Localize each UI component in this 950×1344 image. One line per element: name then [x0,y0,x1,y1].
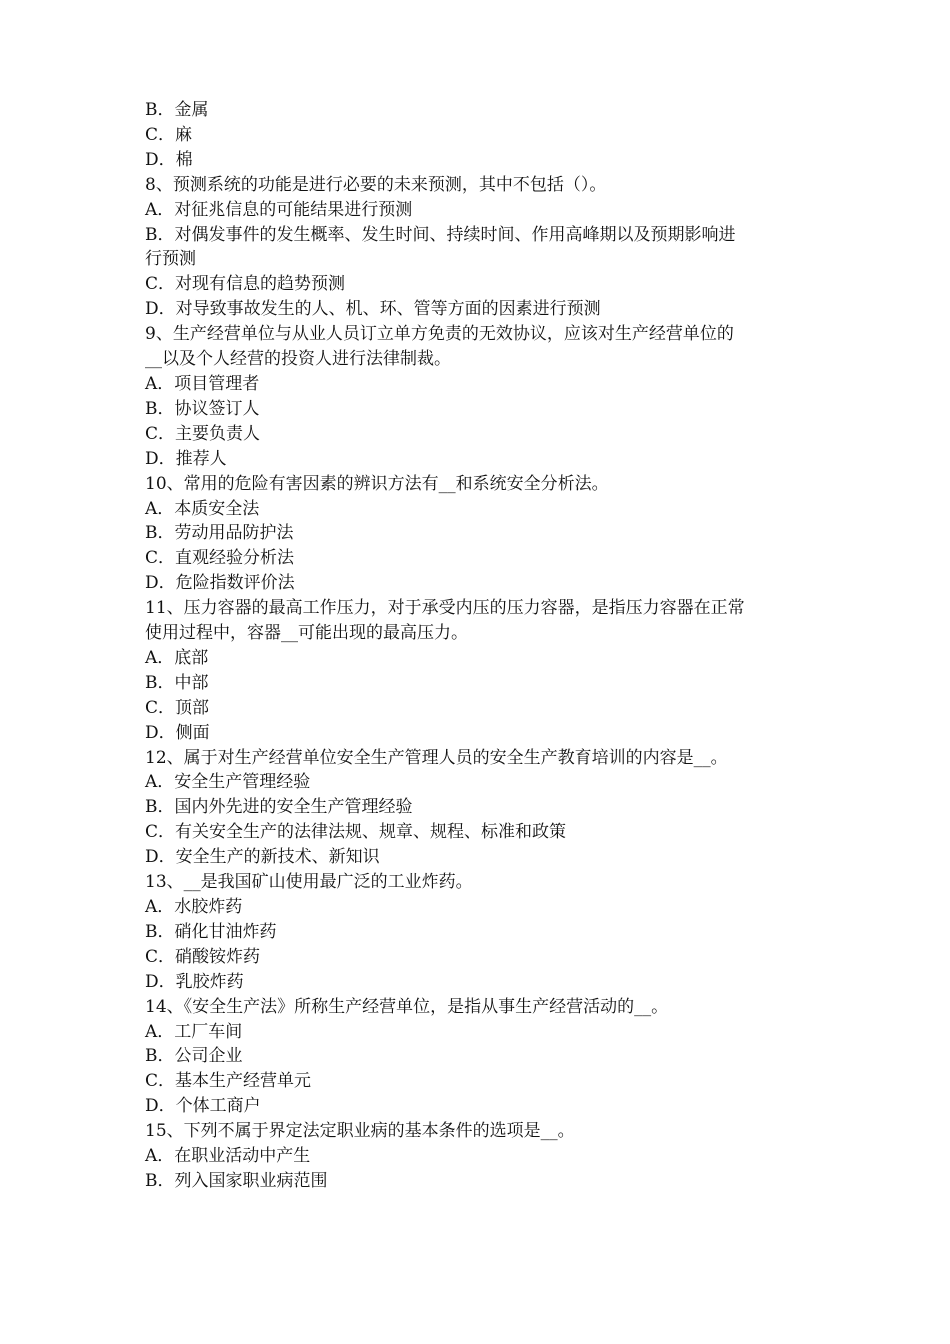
question-line: 14、《安全生产法》所称生产经营单位，是指从事生产经营活动的__。 [145,996,669,1017]
option-line: D．棉 [145,149,193,170]
option-line: D．推荐人 [145,448,227,469]
option-line: B．协议签订人 [145,398,260,419]
question-line-continued: __以及个人经营的投资人进行法律制裁。 [145,349,451,370]
question-line-continued: 使用过程中，容器__可能出现的最高压力。 [145,623,468,644]
question-line: 11、压力容器的最高工作压力，对于承受内压的压力容器，是指压力容器在正常 [145,598,745,619]
option-line: C．对现有信息的趋势预测 [145,274,346,295]
question-line: 9、生产经营单位与从业人员订立单方免责的无效协议，应该对生产经营单位的 [145,324,734,345]
option-line: D．侧面 [145,722,210,743]
question-line: 8、预测系统的功能是进行必要的未来预测，其中不包括（）。 [145,174,607,195]
option-line: D．对导致事故发生的人、机、环、管等方面的因素进行预测 [145,299,601,320]
option-line: C．有关安全生产的法律法规、规章、规程、标准和政策 [145,822,567,843]
option-line: D．个体工商户 [145,1096,261,1117]
option-line: A．水胶炸药 [145,897,243,917]
option-line: C．直观经验分析法 [145,548,295,569]
question-line: 13、__是我国矿山使用最广泛的工业炸药。 [145,872,473,893]
option-line: B．金属 [145,100,209,120]
question-line: 10、常用的危险有害因素的辨识方法有__和系统安全分析法。 [145,473,609,494]
option-line: C．硝酸铵炸药 [145,946,261,967]
option-line: A．对征兆信息的可能结果进行预测 [145,199,413,220]
option-line: A．底部 [145,647,209,668]
option-line: B．劳动用品防护法 [145,523,294,544]
option-line: A．工厂车间 [145,1021,243,1042]
option-line: C．主要负责人 [145,423,261,444]
option-line: A．本质安全法 [145,498,260,519]
option-line: B．列入国家职业病范围 [145,1170,328,1191]
option-line: B．对偶发事件的发生概率、发生时间、持续时间、作用高峰期以及预期影响进 [145,224,736,245]
option-line: A．项目管理者 [145,373,260,394]
option-line: C．麻 [145,124,193,145]
option-line: B．硝化甘油炸药 [145,921,277,942]
document-body [145,98,815,1194]
option-line: D．危险指数评价法 [145,573,295,594]
option-line: A．在职业活动中产生 [145,1146,311,1167]
option-line: B．中部 [145,672,209,693]
question-line: 12、属于对生产经营单位安全生产管理人员的安全生产教育培训的内容是__。 [145,747,728,768]
option-line: B．国内外先进的安全生产管理经验 [145,797,413,818]
option-line: A．安全生产管理经验 [145,772,311,793]
option-line: B．公司企业 [145,1046,243,1067]
question-line: 15、下列不属于界定法定职业病的基本条件的选项是__。 [145,1121,575,1142]
option-line: C．顶部 [145,697,210,718]
option-line-continued: 行预测 [145,249,196,270]
option-line: C．基本生产经营单元 [145,1071,312,1092]
option-line: D．乳胶炸药 [145,971,244,992]
option-line: D．安全生产的新技术、新知识 [145,847,380,868]
